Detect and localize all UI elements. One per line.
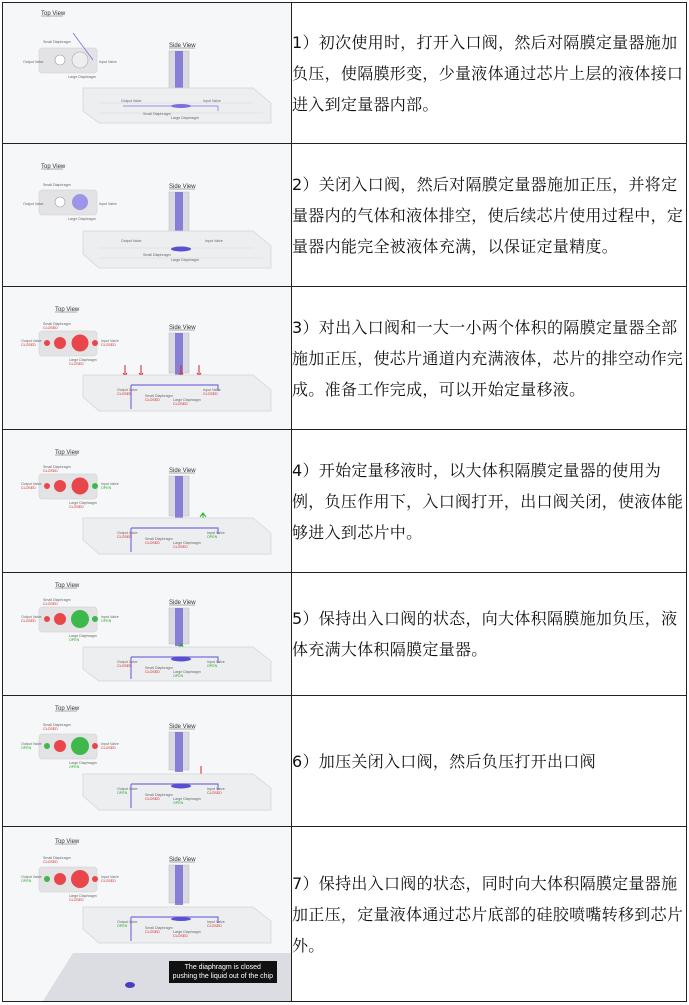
svg-text:OPEN: OPEN bbox=[207, 664, 218, 668]
svg-text:OPEN: OPEN bbox=[117, 791, 128, 795]
svg-text:CLOSED: CLOSED bbox=[145, 541, 160, 545]
svg-text:OPEN: OPEN bbox=[21, 879, 32, 883]
svg-text:Input Valve: Input Valve bbox=[207, 660, 225, 664]
svg-text:Output Valve: Output Valve bbox=[117, 787, 138, 791]
step-3-description: 3）对出入口阀和一大一小两个体积的隔膜定量器全部施加正压，使芯片通道内充满液体，芯片的排空动作完成。准备工作完成，可以开始定量移液。 bbox=[292, 287, 687, 430]
caption-line-2: pushing the liquid out of the chip bbox=[172, 973, 273, 980]
video-caption bbox=[169, 961, 277, 983]
step-4-illustration bbox=[3, 430, 292, 573]
step-row-6 bbox=[3, 696, 687, 827]
svg-text:Small Diaphragm: Small Diaphragm bbox=[145, 793, 173, 797]
svg-text:Input Valve: Input Valve bbox=[205, 239, 223, 243]
step-2-description: 2）关闭入口阀，然后对隔膜定量器施加正压，并将定量器内的气体和液体排空，使后续芯片使用过程中，定量器内能完全被液体充满，以保证定量精度。 bbox=[292, 144, 687, 287]
svg-text:CLOSED: CLOSED bbox=[117, 535, 132, 539]
svg-text:CLOSED: CLOSED bbox=[69, 362, 84, 366]
svg-text:Input Valve: Input Valve bbox=[101, 742, 119, 746]
svg-text:Large Diaphragm: Large Diaphragm bbox=[173, 670, 201, 674]
svg-text:Top View: Top View bbox=[55, 450, 80, 456]
microfluidic-diagram-1 bbox=[3, 3, 291, 143]
svg-text:Output Valve: Output Valve bbox=[23, 202, 44, 206]
svg-text:Input Valve: Input Valve bbox=[203, 388, 221, 392]
svg-text:Input Valve: Input Valve bbox=[101, 875, 119, 879]
step-6-description: 6）加压关闭入口阀，然后负压打开出口阀 bbox=[292, 696, 687, 827]
step-1-description: 1）初次使用时，打开入口阀，然后对隔膜定量器施加负压，使隔膜形变，少量液体通过芯片上层的液体接口进入到定量器内部。 bbox=[292, 3, 687, 144]
svg-text:Side View: Side View bbox=[169, 857, 196, 863]
step-row-4 bbox=[3, 430, 687, 573]
svg-text:Small Diaphragm: Small Diaphragm bbox=[43, 598, 71, 602]
step-row-1 bbox=[3, 3, 687, 144]
step-row-3 bbox=[3, 287, 687, 430]
svg-text:CLOSED: CLOSED bbox=[21, 343, 36, 347]
svg-text:Small Diaphragm: Small Diaphragm bbox=[145, 926, 173, 930]
svg-text:Output Valve: Output Valve bbox=[21, 615, 42, 619]
svg-text:CLOSED: CLOSED bbox=[203, 392, 218, 396]
svg-text:OPEN: OPEN bbox=[207, 535, 218, 539]
step-2-illustration bbox=[3, 144, 292, 287]
svg-text:Top View: Top View bbox=[55, 307, 80, 313]
step-6-illustration bbox=[3, 696, 292, 827]
step-7-illustration bbox=[3, 827, 292, 1002]
svg-text:CLOSED: CLOSED bbox=[43, 727, 58, 731]
svg-text:Small Diaphragm: Small Diaphragm bbox=[43, 723, 71, 727]
side-view-label: Side View bbox=[169, 43, 196, 49]
svg-text:Top View: Top View bbox=[55, 583, 80, 589]
svg-text:CLOSED: CLOSED bbox=[101, 879, 116, 883]
svg-text:CLOSED: CLOSED bbox=[145, 797, 160, 801]
svg-text:CLOSED: CLOSED bbox=[173, 934, 188, 938]
top-view-label: Top View bbox=[41, 164, 66, 170]
svg-text:CLOSED: CLOSED bbox=[145, 930, 160, 934]
step-row-7 bbox=[3, 827, 687, 1002]
svg-text:Output Valve: Output Valve bbox=[117, 660, 138, 664]
svg-text:Small Diaphragm: Small Diaphragm bbox=[143, 112, 171, 116]
svg-text:CLOSED: CLOSED bbox=[43, 602, 58, 606]
microfluidic-diagram-4 bbox=[3, 430, 291, 572]
svg-text:Input Valve: Input Valve bbox=[99, 202, 117, 206]
svg-text:Side View: Side View bbox=[169, 600, 196, 606]
svg-text:Input Valve: Input Valve bbox=[207, 787, 225, 791]
svg-text:Output Valve: Output Valve bbox=[117, 388, 138, 392]
svg-text:Input Valve: Input Valve bbox=[203, 99, 221, 103]
step-7-description: 7）保持出入口阀的状态，同时向大体积隔膜定量器施加正压，定量液体通过芯片底部的硅胶喷嘴转移到芯片外。 bbox=[292, 827, 687, 1002]
svg-text:Large Diaphragm: Large Diaphragm bbox=[69, 634, 97, 638]
svg-text:CLOSED: CLOSED bbox=[207, 924, 222, 928]
svg-text:Input Valve: Input Valve bbox=[101, 615, 119, 619]
svg-text:Side View: Side View bbox=[169, 468, 196, 474]
microfluidic-diagram-2 bbox=[3, 144, 291, 286]
svg-text:Small Diaphragm: Small Diaphragm bbox=[43, 856, 71, 860]
svg-text:Small Diaphragm: Small Diaphragm bbox=[143, 253, 171, 257]
microfluidic-diagram-5 bbox=[3, 573, 291, 695]
svg-text:Side View: Side View bbox=[169, 325, 196, 331]
svg-text:CLOSED: CLOSED bbox=[69, 898, 84, 902]
step-5-description: 5）保持出入口阀的状态，向大体积隔膜施加负压，液体充满大体积隔膜定量器。 bbox=[292, 573, 687, 696]
input-valve-label: Input Valve bbox=[99, 60, 117, 64]
small-diaphragm-label: Small Diaphragm bbox=[43, 40, 71, 44]
large-diaphragm-shape bbox=[72, 52, 88, 68]
svg-text:Large Diaphragm: Large Diaphragm bbox=[173, 398, 201, 402]
top-view-chip bbox=[39, 48, 97, 73]
svg-text:CLOSED: CLOSED bbox=[43, 469, 58, 473]
svg-text:CLOSED: CLOSED bbox=[43, 326, 58, 330]
svg-text:Side View: Side View bbox=[169, 724, 196, 730]
microfluidic-diagram-6 bbox=[3, 696, 291, 826]
svg-text:CLOSED: CLOSED bbox=[173, 402, 188, 406]
svg-text:Top View: Top View bbox=[55, 706, 80, 712]
svg-text:Output Valve: Output Valve bbox=[21, 875, 42, 879]
svg-text:Large Diaphragm: Large Diaphragm bbox=[69, 761, 97, 765]
svg-text:Output Valve: Output Valve bbox=[121, 239, 142, 243]
svg-text:CLOSED: CLOSED bbox=[145, 398, 160, 402]
svg-text:Large Diaphragm: Large Diaphragm bbox=[173, 930, 201, 934]
svg-text:Input Valve: Input Valve bbox=[101, 339, 119, 343]
small-diaphragm-shape bbox=[55, 55, 65, 65]
svg-text:OPEN: OPEN bbox=[69, 765, 80, 769]
svg-text:OPEN: OPEN bbox=[173, 801, 184, 805]
svg-text:Large Diaphragm: Large Diaphragm bbox=[69, 501, 97, 505]
svg-text:Large Diaphragm: Large Diaphragm bbox=[171, 116, 199, 120]
svg-text:CLOSED: CLOSED bbox=[173, 545, 188, 549]
svg-text:CLOSED: CLOSED bbox=[117, 392, 132, 396]
svg-text:CLOSED: CLOSED bbox=[207, 791, 222, 795]
svg-text:Output Valve: Output Valve bbox=[117, 920, 138, 924]
svg-text:CLOSED: CLOSED bbox=[21, 486, 36, 490]
output-valve-label: Output Valve bbox=[23, 60, 44, 64]
svg-text:CLOSED: CLOSED bbox=[117, 664, 132, 668]
svg-text:Large Diaphragm: Large Diaphragm bbox=[69, 358, 97, 362]
svg-text:Small Diaphragm: Small Diaphragm bbox=[43, 465, 71, 469]
dispensed-droplet bbox=[125, 982, 135, 988]
svg-text:Output Valve: Output Valve bbox=[21, 742, 42, 746]
svg-text:OPEN: OPEN bbox=[101, 619, 112, 623]
svg-text:Large Diaphragm: Large Diaphragm bbox=[68, 217, 96, 221]
svg-text:CLOSED: CLOSED bbox=[69, 505, 84, 509]
step-row-5 bbox=[3, 573, 687, 696]
step-4-description: 4）开始定量移液时，以大体积隔膜定量器的使用为例，负压作用下，入口阀打开，出口阀关闭，使液体能够进入到芯片中。 bbox=[292, 430, 687, 573]
svg-text:OPEN: OPEN bbox=[21, 746, 32, 750]
top-view-label: Top View bbox=[41, 11, 66, 17]
svg-text:Top View: Top View bbox=[55, 839, 80, 845]
svg-text:CLOSED: CLOSED bbox=[145, 670, 160, 674]
step-row-2 bbox=[3, 144, 687, 287]
steps-table bbox=[2, 2, 687, 1002]
caption-line-1: The diaphragm is closed bbox=[184, 964, 261, 971]
svg-text:Input Valve: Input Valve bbox=[207, 531, 225, 535]
svg-text:Small Diaphragm: Small Diaphragm bbox=[145, 394, 173, 398]
svg-text:Large Diaphragm: Large Diaphragm bbox=[171, 258, 199, 262]
svg-text:Output Valve: Output Valve bbox=[117, 531, 138, 535]
svg-text:Small Diaphragm: Small Diaphragm bbox=[43, 183, 71, 187]
side-view-label: Side View bbox=[169, 184, 196, 190]
svg-text:Large Diaphragm: Large Diaphragm bbox=[173, 797, 201, 801]
svg-text:Output Valve: Output Valve bbox=[21, 339, 42, 343]
svg-text:OPEN: OPEN bbox=[173, 674, 184, 678]
svg-text:Small Diaphragm: Small Diaphragm bbox=[145, 537, 173, 541]
svg-text:Output Valve: Output Valve bbox=[21, 482, 42, 486]
svg-text:Input Valve: Input Valve bbox=[207, 920, 225, 924]
svg-text:Small Diaphragm: Small Diaphragm bbox=[43, 322, 71, 326]
step-5-illustration bbox=[3, 573, 292, 696]
svg-text:OPEN: OPEN bbox=[117, 924, 128, 928]
svg-text:Large Diaphragm: Large Diaphragm bbox=[173, 541, 201, 545]
svg-text:Output Valve: Output Valve bbox=[121, 99, 142, 103]
svg-text:CLOSED: CLOSED bbox=[101, 746, 116, 750]
large-diaphragm-label: Large Diaphragm bbox=[68, 75, 96, 79]
svg-text:Large Diaphragm: Large Diaphragm bbox=[69, 894, 97, 898]
svg-text:CLOSED: CLOSED bbox=[101, 343, 116, 347]
svg-text:Small Diaphragm: Small Diaphragm bbox=[145, 666, 173, 670]
microfluidic-diagram-3 bbox=[3, 287, 291, 429]
svg-text:Input Valve: Input Valve bbox=[101, 482, 119, 486]
step-1-illustration bbox=[3, 3, 292, 144]
svg-text:OPEN: OPEN bbox=[101, 486, 112, 490]
large-diaphragm-shape bbox=[72, 194, 88, 210]
step-3-illustration bbox=[3, 287, 292, 430]
svg-text:CLOSED: CLOSED bbox=[21, 619, 36, 623]
svg-text:CLOSED: CLOSED bbox=[43, 860, 58, 864]
svg-text:OPEN: OPEN bbox=[69, 638, 80, 642]
